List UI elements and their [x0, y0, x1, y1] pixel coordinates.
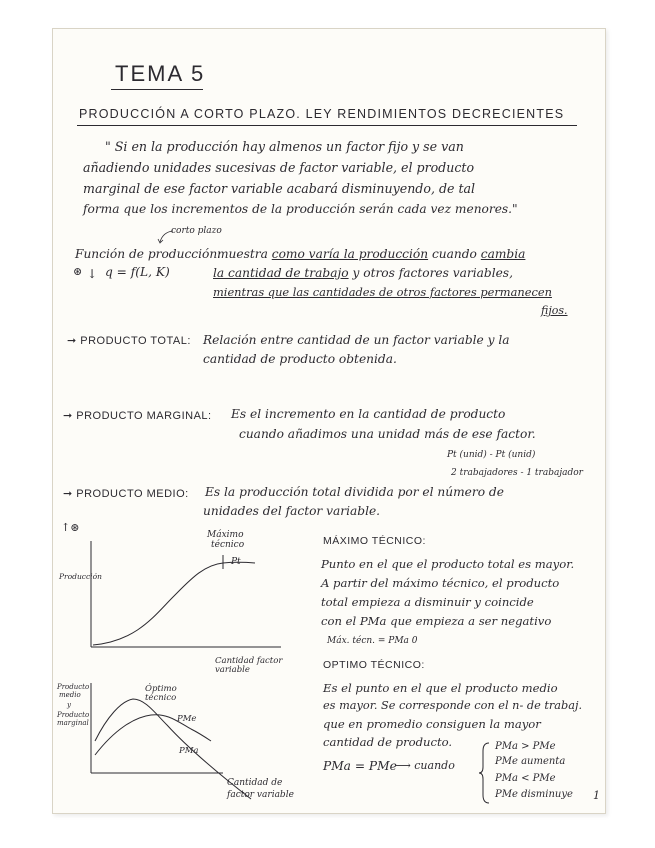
case-1: PMa > PMe [495, 741, 556, 752]
graph2-curve2-label: PMa [179, 746, 199, 756]
case-4: PMe disminuye [495, 789, 573, 800]
graph2-curve1-label: PMe [177, 714, 197, 724]
producto-total-line1: Relación entre cantidad de un factor variable y la [203, 333, 510, 347]
maximo-tecnico-line4: con el PMa que empieza a ser negativo [321, 614, 552, 628]
producto-total-line2: cantidad de producto obtenida. [203, 352, 397, 366]
producto-medio-line1: Es la producción total dividida por el número de [205, 485, 504, 499]
total-product-curve [93, 562, 255, 645]
heading-underline [77, 125, 577, 126]
graph2-x-label-1: Cantidad de [227, 778, 283, 788]
optimo-tecnico-arrow: ⟶ cuando [395, 759, 455, 772]
section-heading: PRODUCCIÓN A CORTO PLAZO. LEY RENDIMIENTOS DECRECIENTES [79, 107, 565, 121]
maximo-tecnico-line3: total empieza a disminuir y coincide [321, 595, 534, 609]
quote-line-3: marginal de ese factor variable acabará disminuyendo, de tal [83, 181, 476, 196]
production-function-def-line4: fijos. [541, 304, 568, 317]
producto-medio-label: ➞ PRODUCTO MEDIO: [63, 488, 189, 500]
optimo-tecnico-title: OPTIMO TÉCNICO: [323, 659, 425, 671]
graph2-peak-label-2: técnico [145, 693, 177, 703]
production-function-def-line1: muestra como varía la producción cuando cambia [217, 247, 526, 261]
average-marginal-graph [55, 677, 315, 807]
optimo-tecnico-line1: Es el punto en el que el producto medio [323, 681, 558, 695]
case-3: PMa < PMe [495, 773, 556, 784]
optimo-tecnico-line3: que en promedio consiguen la mayor [323, 717, 541, 731]
graph2-x-label-2: factor variable [227, 790, 294, 800]
case-2: PMe aumenta [495, 756, 566, 767]
notebook-page [52, 28, 606, 814]
graph2-y-label1-1: Producto [57, 683, 90, 691]
maximo-tecnico-line2: A partir del máximo técnico, el producto [321, 576, 560, 590]
total-product-graph [59, 529, 309, 675]
graph2-y-label1-2: medio [59, 691, 81, 699]
graph1-x-label-1: Cantidad factor [215, 656, 283, 666]
optimo-tecnico-line4: cantidad de producto. [323, 735, 453, 749]
producto-total-label: ➞ PRODUCTO TOTAL: [67, 335, 191, 347]
title-underline [111, 89, 203, 90]
page-title: TEMA 5 [115, 61, 206, 86]
producto-medio-line2: unidades del factor variable. [203, 504, 381, 518]
quote-line-4: forma que los incrementos de la producción serán cada vez menores." [83, 202, 518, 216]
graph1-peak-label-2: técnico [211, 540, 245, 550]
graph2-y-label2-1: Producto [57, 711, 90, 719]
cases-brace [479, 741, 491, 805]
production-function-label: Función de producción: [75, 247, 222, 261]
production-function-def-line3: mientras que las cantidades de otros factores permanecen [213, 285, 552, 299]
producto-marginal-formula-top: Pt (unid) - Pt (unid) [447, 450, 536, 460]
production-function-marker: ⊛ [73, 265, 83, 278]
graph1-y-label: Producción [59, 572, 102, 581]
maximo-tecnico-title: MÁXIMO TÉCNICO: [323, 535, 426, 547]
corto-plazo-annotation: corto plazo [171, 226, 222, 236]
graph2-y-label-mid: y [67, 701, 71, 709]
page-number: 1 [593, 789, 600, 802]
graph2-peak-label-1: Óptimo [145, 684, 177, 694]
maximo-tecnico-line1: Punto en el que el producto total es mayor. [321, 557, 575, 571]
optimo-tecnico-line2: es mayor. Se corresponde con el n- de trabaj. [323, 699, 583, 712]
production-function-formula: q = f(L, K) [105, 265, 170, 279]
down-arrow-icon: ↓ [87, 267, 98, 281]
graph1-peak-label-1: Máximo [207, 530, 244, 540]
annotation-arrow [157, 229, 177, 245]
producto-marginal-label: ➞ PRODUCTO MARGINAL: [63, 410, 212, 422]
graph1-curve-label: Pt [231, 557, 241, 567]
producto-marginal-line1: Es el incremento en la cantidad de producto [231, 407, 506, 421]
graph2-y-label2-2: marginal [57, 719, 89, 727]
production-function-def-line2: la cantidad de trabajo y otros factores variables, [213, 266, 513, 280]
quote-line-1: " Si en la producción hay almenos un factor fijo y se van [105, 139, 464, 154]
quote-line-2: añadiendo unidades sucesivas de factor variable, el producto [83, 160, 475, 175]
producto-marginal-line2: cuando añadimos una unidad más de ese factor. [239, 427, 536, 441]
graph1-corner-marker: ↑⊛ [61, 521, 80, 534]
producto-marginal-formula-bottom: 2 trabajadores - 1 trabajador [451, 468, 583, 478]
maximo-tecnico-line5: Máx. técn. = PMa 0 [327, 636, 418, 646]
graph1-x-label-2: variable [215, 665, 250, 675]
optimo-tecnico-relation: PMa = PMe [323, 759, 397, 773]
